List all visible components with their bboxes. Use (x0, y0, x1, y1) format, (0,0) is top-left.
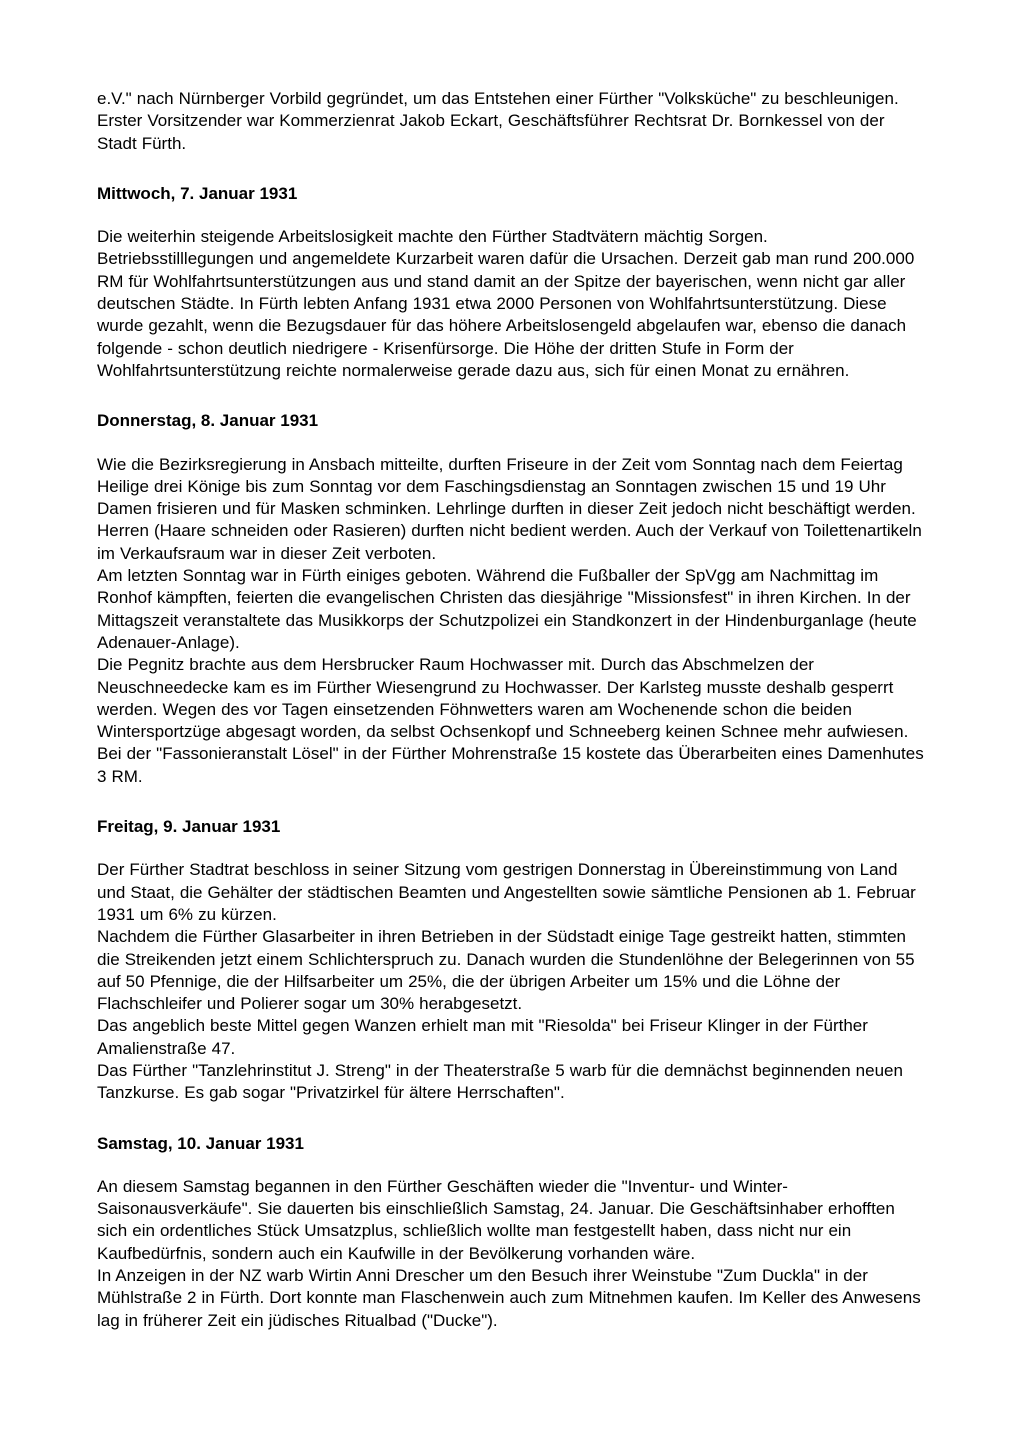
paragraph: In Anzeigen in der NZ warb Wirtin Anni Drescher um den Besuch ihrer Weinstube "Zum Duckla" in der Mühlstraße 2 in Fürth. Dort konnte man Flaschenwein auch zum Mitnehmen kaufen. Im Keller des Anwesens lag in früherer Zeit ein jüdisches Ritualbad ("Ducke"). (97, 1266, 921, 1330)
paragraph: Der Fürther Stadtrat beschloss in seiner Sitzung vom gestrigen Donnerstag in Übereinstimmung von Land und Staat, die Gehälter der städtischen Beamten und Angestellten sowie sämtliche Pensionen ab 1. Februar 1931 um 6% zu kürzen. (97, 860, 916, 924)
document-section (97, 816, 927, 1105)
paragraph: Die weiterhin steigende Arbeitslosigkeit machte den Fürther Stadtvätern mächtig Sorgen. Betriebsstilllegungen und angemeldete Kurzarbeit waren dafür die Ursachen. Derzeit gab man rund 200.000 RM für Wohlfahrtsunterstützungen aus und stand damit an der Spitze der bayerischen, wenn nicht gar aller deutschen Städte. In Fürth lebten Anfang 1931 etwa 2000 Personen von Wohlfahrtsunterstützung. Diese wurde gezahlt, wenn die Bezugsdauer für das höhere Arbeitslosengeld abgelaufen war, ebenso die danach folgende - schon deutlich niedrigere - Krisenfürsorge. Die Höhe der dritten Stufe in Form der Wohlfahrtsunterstützung reichte normalerweise gerade dazu aus, sich für einen Monat zu ernähren. (97, 227, 915, 380)
paragraph: Bei der "Fassonieranstalt Lösel" in der Fürther Mohrenstraße 15 kostete das Überarbeiten eines Damenhutes 3 RM. (97, 744, 924, 786)
paragraph: Das Fürther "Tanzlehrinstitut J. Streng" in der Theaterstraße 5 warb für die demnächst beginnenden neuen Tanzkurse. Es gab sogar "Privatzirkel für ältere Herrschaften". (97, 1060, 903, 1103)
paragraph: Die Pegnitz brachte aus dem Hersbrucker Raum Hochwasser mit. Durch das Abschmelzen der Neuschneedecke kam es im Fürther Wiesengrund zu Hochwasser. Der Karlsteg musste deshalb gesperrt werden. Wegen des vor Tagen einsetzenden Föhnwetters waren am Wochenende schon die beiden Wintersportzüge abgesagt worden, da selbst Ochsenkopf und Schneeberg keinen Schnee mehr aufwiesen. (97, 655, 909, 742)
document-section (97, 183, 927, 382)
section-heading: Mittwoch, 7. Januar 1931 (97, 183, 298, 203)
document-section (97, 88, 927, 155)
section-heading: Freitag, 9. Januar 1931 (97, 817, 281, 837)
paragraph: Nachdem die Fürther Glasarbeiter in ihren Betrieben in der Südstadt einige Tage gestreikt hatten, stimmten die Streikenden jetzt einem Schlichterspruch zu. Danach wurden die Stundenlöhne der Belegerinnen von 55 auf 50 Pfennige, die der Hilfsarbeiter um 25%, die der übrigen Arbeiter um 15% und die Löhne der Flachschleifer und Polierer sogar um 30% herabgesetzt. (97, 927, 915, 1014)
paragraph: Das angeblich beste Mittel gegen Wanzen erhielt man mit "Riesolda" bei Friseur Klinger in der Fürther Amalienstraße 47. (97, 1016, 868, 1058)
document-body (97, 88, 927, 1332)
paragraph: e.V." nach Nürnberger Vorbild gegründet, um das Entstehen einer Fürther "Volksküche" zu beschleunigen. Erster Vorsitzender war Kommerzienrat Jakob Eckart, Geschäftsführer Rechtsrat Dr. Bornkessel von der Stadt Fürth. (97, 89, 899, 153)
paragraph: Am letzten Sonntag war in Fürth einiges geboten. Während die Fußballer der SpVgg am Nachmittag im Ronhof kämpften, feierten die evangelischen Christen das diesjährige "Missionsfest" in ihren Kirchen. In der Mittagszeit veranstaltete das Musikkorps der Schutzpolizei ein Standkonzert in der Hindenburganlage (heute Adenauer-Anlage). (97, 566, 917, 652)
section-heading: Donnerstag, 8. Januar 1931 (97, 411, 319, 431)
section-heading: Samstag, 10. Januar 1931 (97, 1133, 304, 1153)
paragraph: Wie die Bezirksregierung in Ansbach mitteilte, durften Friseure in der Zeit vom Sonntag nach dem Feiertag Heilige drei Könige bis zum Sonntag vor dem Faschingsdienstag an Sonntagen zwischen 15 und 19 Uhr Damen frisieren und für Masken schminken. Lehrlinge durften in dieser Zeit jedoch nicht beschäftigt werden. Herren (Haare schneiden oder Rasieren) durften nicht bedient werden. Auch der Verkauf von Toilettenartikeln im Verkaufsraum war in dieser Zeit verboten. (97, 454, 922, 563)
document-section (97, 1133, 927, 1332)
document-section (97, 410, 927, 788)
paragraph: An diesem Samstag begannen in den Fürther Geschäften wieder die "Inventur- und Winter-Saisonausverkäufe". Sie dauerten bis einschließlich Samstag, 24. Januar. Die Geschäftsinhaber erhofften sich ein ordentliches Stück Umsatzplus, schließlich wollte man festgestellt haben, dass nicht nur ein Kaufbedürfnis, sondern auch ein Kaufwille in der Bevölkerung vorhanden wäre. (97, 1176, 895, 1263)
